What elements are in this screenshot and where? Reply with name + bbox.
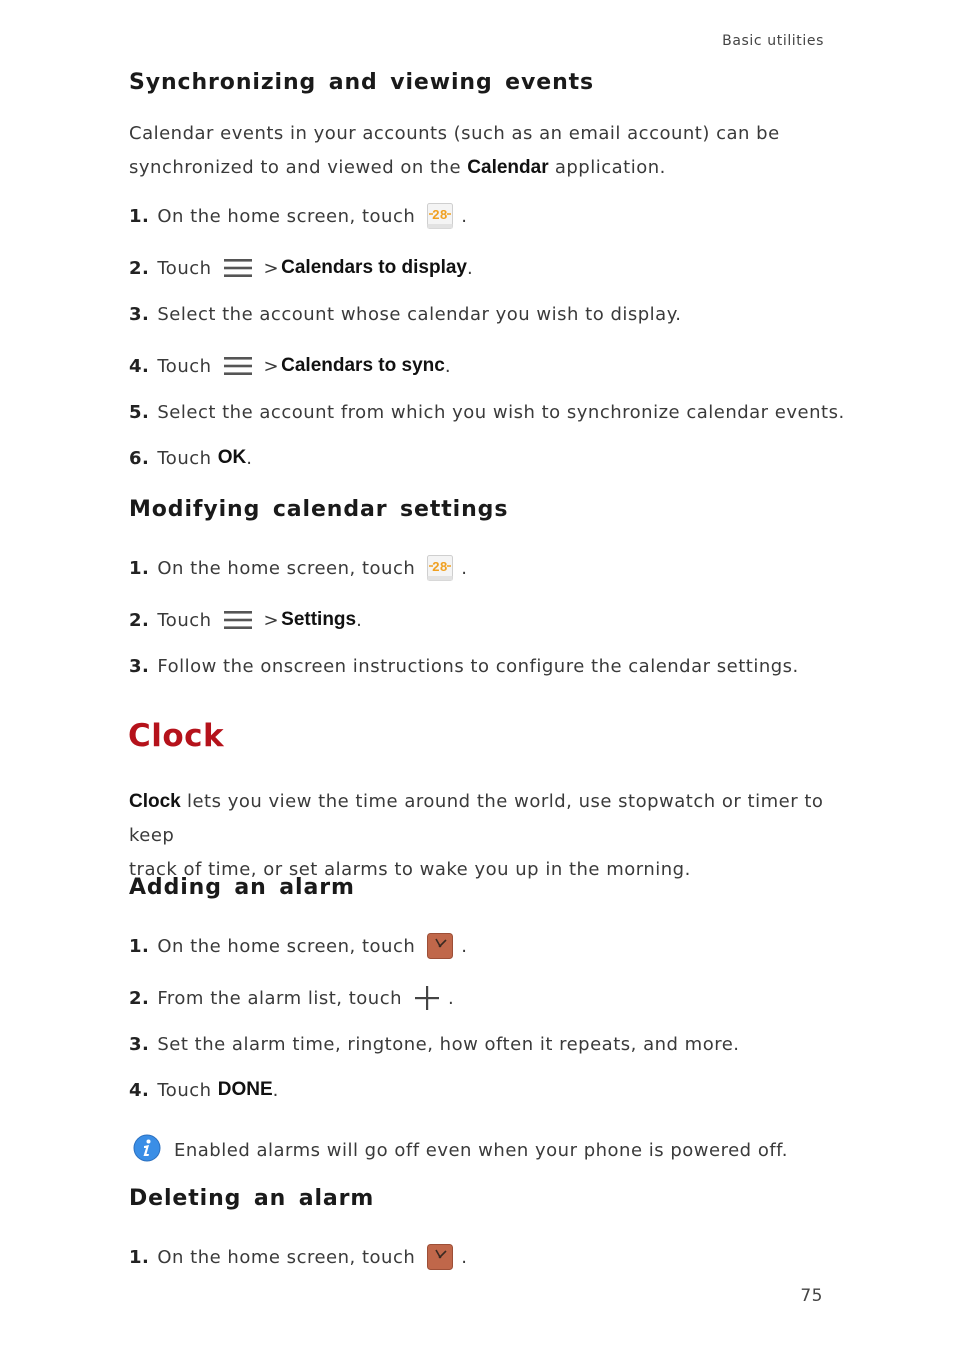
step-number: 5. bbox=[129, 401, 150, 423]
menu-icon bbox=[224, 258, 252, 278]
sync-step-2 bbox=[129, 253, 473, 283]
step-number: 3. bbox=[129, 303, 150, 325]
step-end: . bbox=[466, 257, 474, 279]
step-number: 2. bbox=[129, 609, 150, 631]
step-number: 2. bbox=[129, 257, 150, 279]
clock-title: Clock bbox=[128, 718, 225, 754]
clock-intro-line1: lets you view the time around the world, use stopwatch or timer to keep bbox=[129, 791, 824, 846]
calendar-icon bbox=[427, 555, 453, 581]
step-number: 4. bbox=[129, 1079, 150, 1101]
step-number: 2. bbox=[129, 987, 150, 1009]
menu-icon bbox=[224, 610, 252, 630]
sync-step-3 bbox=[129, 299, 682, 329]
step-end: . bbox=[461, 935, 468, 957]
step-number: 1. bbox=[129, 935, 150, 957]
page-number: 75 bbox=[800, 1286, 823, 1306]
step-text: Touch bbox=[157, 609, 212, 631]
step-target: Calendars to display bbox=[281, 257, 467, 278]
step-number: 6. bbox=[129, 447, 150, 469]
step-end: . bbox=[461, 1246, 468, 1268]
step-text: Touch bbox=[157, 355, 212, 377]
clock-icon bbox=[427, 1244, 453, 1270]
clock-intro-line2: track of time, or set alarms to wake you up in the morning. bbox=[129, 859, 691, 880]
step-end: . bbox=[356, 609, 363, 631]
heading-add-alarm: Adding an alarm bbox=[129, 875, 355, 900]
step-text: Select the account whose calendar you wish to display. bbox=[157, 303, 682, 325]
heading-sync: Synchronizing and viewing events bbox=[129, 70, 595, 95]
step-text: On the home screen, touch bbox=[157, 1246, 416, 1268]
step-target: Settings bbox=[281, 609, 357, 630]
sync-step-5 bbox=[129, 397, 845, 427]
step-number: 3. bbox=[129, 1033, 150, 1055]
running-header: Basic utilities bbox=[722, 33, 824, 49]
step-end: . bbox=[461, 205, 468, 227]
modify-step-2 bbox=[129, 605, 362, 635]
delete-alarm-step-1 bbox=[129, 1242, 467, 1272]
step-target: Calendars to sync bbox=[281, 355, 445, 376]
step-separator: > bbox=[263, 609, 280, 631]
calendar-icon bbox=[427, 203, 453, 229]
step-number: 4. bbox=[129, 355, 150, 377]
info-icon bbox=[133, 1134, 161, 1167]
step-text: From the alarm list, touch bbox=[157, 987, 403, 1009]
step-text: On the home screen, touch bbox=[157, 935, 416, 957]
sync-intro-line1: Calendar events in your accounts (such as an email account) can be bbox=[129, 123, 780, 144]
add-icon bbox=[414, 985, 440, 1011]
heading-modify: Modifying calendar settings bbox=[129, 497, 509, 522]
note bbox=[133, 1134, 788, 1167]
clock-icon bbox=[427, 933, 453, 959]
sync-intro-line2a: synchronized to and viewed on the bbox=[129, 157, 468, 178]
step-end: . bbox=[444, 355, 452, 377]
step-text: On the home screen, touch bbox=[157, 205, 416, 227]
sync-intro-line2b: application. bbox=[548, 157, 666, 178]
sync-intro bbox=[129, 117, 829, 185]
step-end: . bbox=[461, 557, 468, 579]
modify-step-1 bbox=[129, 553, 467, 583]
sync-step-4 bbox=[129, 351, 451, 381]
add-alarm-step-1 bbox=[129, 931, 467, 961]
svg-text:28: 28 bbox=[432, 207, 448, 222]
step-end: . bbox=[246, 447, 253, 469]
step-target: OK bbox=[217, 447, 247, 468]
sync-step-6 bbox=[129, 443, 253, 473]
step-end: . bbox=[272, 1079, 279, 1101]
step-text: Touch bbox=[157, 257, 212, 279]
add-alarm-step-3 bbox=[129, 1029, 740, 1059]
step-separator: > bbox=[263, 257, 280, 279]
sync-step-1 bbox=[129, 201, 467, 231]
modify-step-3 bbox=[129, 651, 799, 681]
step-number: 1. bbox=[129, 557, 150, 579]
clock-app-name: Clock bbox=[129, 791, 181, 812]
step-text: Touch bbox=[157, 447, 218, 469]
add-alarm-step-2 bbox=[129, 983, 454, 1013]
note-text: Enabled alarms will go off even when your phone is powered off. bbox=[174, 1140, 788, 1161]
step-number: 1. bbox=[129, 205, 150, 227]
menu-icon bbox=[224, 356, 252, 376]
step-number: 1. bbox=[129, 1246, 150, 1268]
step-text: Follow the onscreen instructions to configure the calendar settings. bbox=[157, 655, 799, 677]
step-text: On the home screen, touch bbox=[157, 557, 416, 579]
step-text: Touch bbox=[157, 1079, 218, 1101]
svg-text:28: 28 bbox=[432, 559, 448, 574]
clock-intro bbox=[129, 785, 849, 887]
calendar-app-name: Calendar bbox=[467, 157, 549, 178]
step-text: Set the alarm time, ringtone, how often it repeats, and more. bbox=[157, 1033, 740, 1055]
step-number: 3. bbox=[129, 655, 150, 677]
step-end: . bbox=[448, 987, 455, 1009]
step-separator: > bbox=[263, 355, 280, 377]
step-text: Select the account from which you wish to synchronize calendar events. bbox=[157, 401, 845, 423]
heading-delete-alarm: Deleting an alarm bbox=[129, 1186, 375, 1211]
add-alarm-step-4 bbox=[129, 1075, 279, 1105]
step-target: DONE bbox=[217, 1079, 273, 1100]
